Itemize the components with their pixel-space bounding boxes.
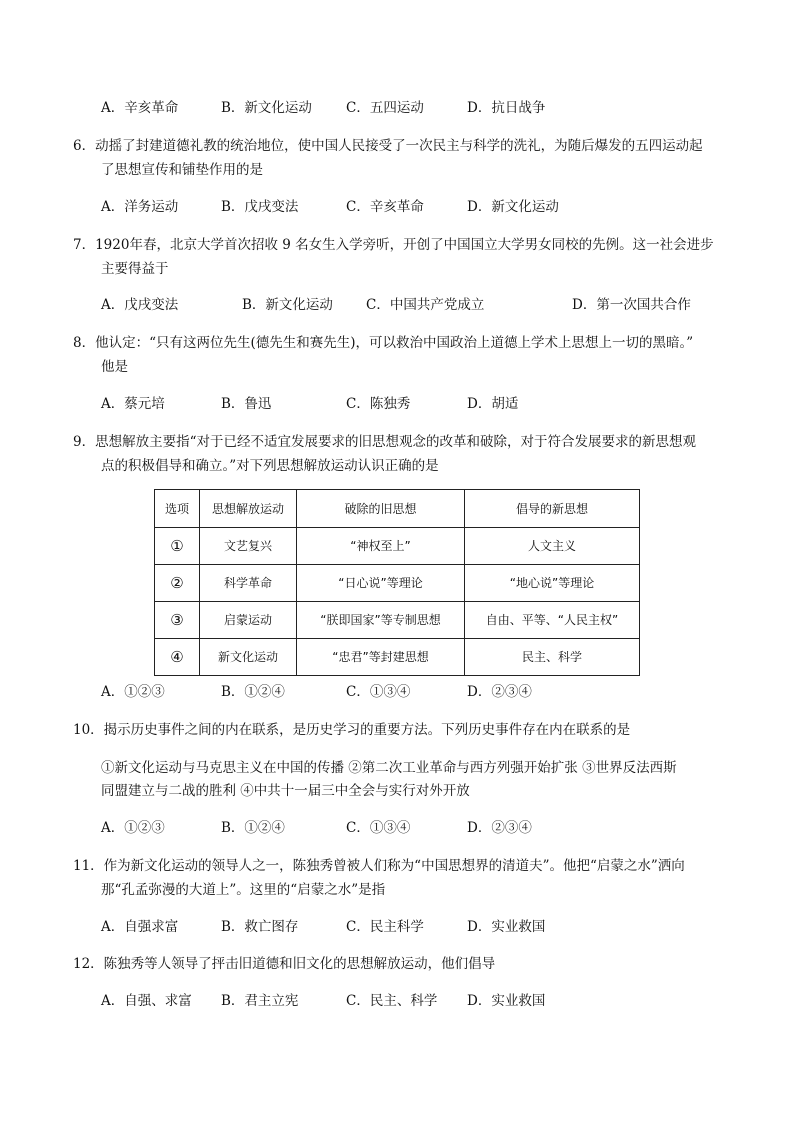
q8-option-c: C．陈独秀 [346, 396, 411, 412]
table-cell: 文艺复兴 [200, 528, 297, 565]
q10-option-c: C．①③④ [346, 820, 411, 836]
q10-option-b: B．①②④ [221, 820, 285, 836]
q6-stem-line2: 了思想宣传和铺垫作用的是 [101, 162, 263, 178]
q8-stem-line2: 他是 [101, 359, 128, 375]
q6-option-c: C．辛亥革命 [346, 199, 424, 215]
q7-stem-line1: 7．1920年春，北京大学首次招收 9 名女生入学旁听，开创了中国国立大学男女同校的先例。这一社会进步 [73, 237, 714, 253]
table-row [155, 602, 640, 639]
q10-option-a: A．①②③ [101, 820, 165, 836]
q10-statements-line2: 同盟建立与二战的胜利 ④中共十一届三中全会与实行对外开放 [101, 783, 470, 799]
table-cell: ④ [155, 639, 200, 676]
q10-statements-line1: ①新文化运动与马克思主义在中国的传播 ②第二次工业革命与西方列强开始扩张 ③世界反法西斯 [101, 760, 677, 776]
q8-option-d: D．胡适 [467, 396, 519, 412]
q9-table [154, 489, 640, 676]
table-header-cell: 倡导的新思想 [465, 490, 640, 528]
table-row [155, 528, 640, 565]
q5-option-c: C．五四运动 [346, 100, 424, 116]
q11-option-d: D．实业救国 [467, 919, 546, 935]
table-cell: 新文化运动 [200, 639, 297, 676]
table-header-row [155, 490, 640, 528]
q11-stem-line2: 那“孔孟弥漫的大道上”。这里的“启蒙之水”是指 [101, 882, 386, 898]
q9-stem-line1: 9．思想解放主要指“对于已经不适宜发展要求的旧思想观念的改革和破除，对于符合发展要求的新思想观 [73, 434, 696, 450]
table-header-cell: 破除的旧思想 [297, 490, 465, 528]
q6-option-d: D．新文化运动 [467, 199, 559, 215]
q10-option-d: D．②③④ [467, 820, 532, 836]
q10-stem: 10．揭示历史事件之间的内在联系，是历史学习的重要方法。下列历史事件存在内在联系的是 [73, 722, 631, 738]
q5-option-b: B．新文化运动 [221, 100, 312, 116]
table-cell: “地心说”等理论 [465, 565, 640, 602]
table-cell: “神权至上” [297, 528, 465, 565]
table-cell: “朕即国家”等专制思想 [297, 602, 465, 639]
table-cell: “日心说”等理论 [297, 565, 465, 602]
q12-stem: 12．陈独秀等人领导了抨击旧道德和旧文化的思想解放运动，他们倡导 [73, 956, 496, 972]
q12-option-a: A．自强、求富 [101, 993, 192, 1009]
table-cell: 自由、平等、“人民主权” [465, 602, 640, 639]
q11-option-a: A．自强求富 [101, 919, 179, 935]
q9-option-d: D．②③④ [467, 684, 532, 700]
q11-option-c: C．民主科学 [346, 919, 424, 935]
q5-option-a: A．辛亥革命 [101, 100, 179, 116]
q11-stem-line1: 11．作为新文化运动的领导人之一，陈独秀曾被人们称为“中国思想界的清道夫”。他把“启蒙之水”洒向 [73, 858, 685, 874]
q7-stem-line2: 主要得益于 [101, 261, 169, 277]
table-cell: 启蒙运动 [200, 602, 297, 639]
q9-option-b: B．①②④ [221, 684, 285, 700]
table-cell: ③ [155, 602, 200, 639]
table-cell: 科学革命 [200, 565, 297, 602]
q8-option-b: B．鲁迅 [221, 396, 272, 412]
q6-stem-line1: 6．动摇了封建道德礼教的统治地位，使中国人民接受了一次民主与科学的洗礼，为随后爆发的五四运动起 [73, 138, 703, 154]
q6-option-a: A．洋务运动 [101, 199, 179, 215]
q9-stem-line2: 点的积极倡导和确立。”对下列思想解放运动认识正确的是 [101, 458, 439, 474]
table-header-cell: 思想解放运动 [200, 490, 297, 528]
table-cell: 民主、科学 [465, 639, 640, 676]
q5-option-d: D．抗日战争 [467, 100, 546, 116]
q7-option-b: B．新文化运动 [242, 297, 333, 313]
table-cell: “忠君”等封建思想 [297, 639, 465, 676]
table-cell: ① [155, 528, 200, 565]
q12-option-d: D．实业救国 [467, 993, 546, 1009]
table-row [155, 639, 640, 676]
q12-option-b: B．君主立宪 [221, 993, 299, 1009]
q9-option-c: C．①③④ [346, 684, 411, 700]
q8-stem-line1: 8．他认定：“只有这两位先生(德先生和赛先生)，可以救治中国政治上道德上学术上思想上一切的黑暗。” [73, 335, 694, 351]
q12-option-c: C．民主、科学 [346, 993, 438, 1009]
q7-option-c: C．中国共产党成立 [366, 297, 485, 313]
q7-option-a: A．戊戌变法 [101, 297, 179, 313]
table-row [155, 565, 640, 602]
table-cell: ② [155, 565, 200, 602]
q8-option-a: A．蔡元培 [101, 396, 165, 412]
table-cell: 人文主义 [465, 528, 640, 565]
q11-option-b: B．救亡图存 [221, 919, 299, 935]
q6-option-b: B．戊戌变法 [221, 199, 299, 215]
table-header-cell: 选项 [155, 490, 200, 528]
q9-option-a: A．①②③ [101, 684, 165, 700]
q7-option-d: D．第一次国共合作 [572, 297, 691, 313]
